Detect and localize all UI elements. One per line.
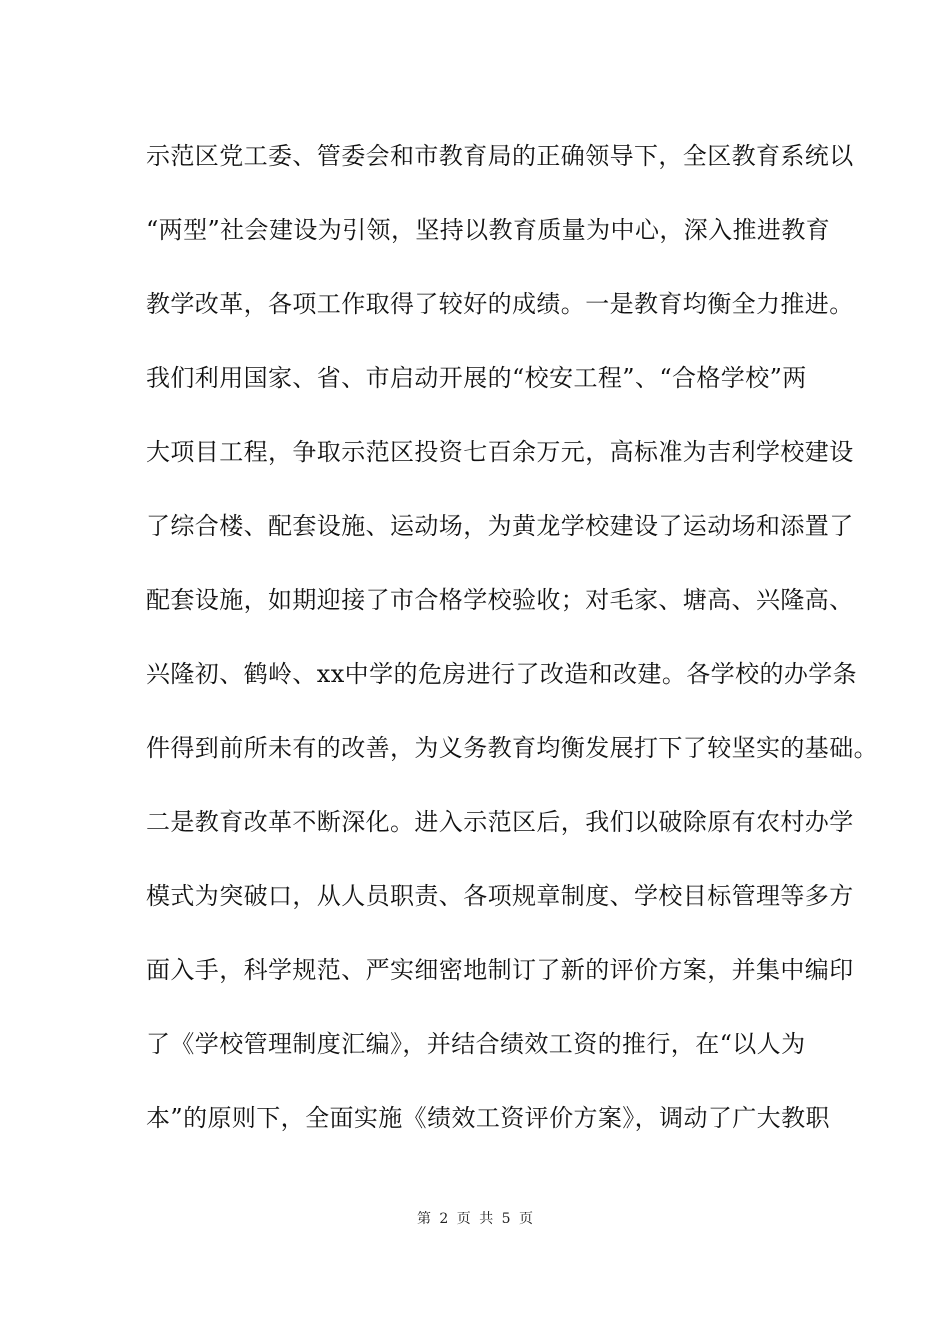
text-line: 教学改革，各项工作取得了较好的成绩。一是教育均衡全力推进。 — [146, 290, 854, 318]
text-line: 模式为突破口，从人员职责、各项规章制度、学校目标管理等多方 — [146, 882, 854, 910]
text-line: 件得到前所未有的改善，为义务教育均衡发展打下了较坚实的基础。 — [146, 734, 878, 762]
text-line: 配套设施，如期迎接了市合格学校验收；对毛家、塘高、兴隆高、 — [146, 586, 854, 614]
text-line: 我们利用国家、省、市启动开展的“校安工程”、“合格学校”两 — [146, 364, 807, 392]
text-line: 面入手，科学规范、严实细密地制订了新的评价方案，并集中编印 — [146, 956, 854, 984]
page-footer — [0, 1208, 950, 1228]
text-line: “两型”社会建设为引领，坚持以教育质量为中心，深入推进教育 — [146, 216, 831, 244]
body-text — [146, 136, 878, 1172]
text-line: 本”的原则下，全面实施《绩效工资评价方案》，调动了广大教职 — [146, 1104, 830, 1132]
text-line: 了综合楼、配套设施、运动场，为黄龙学校建设了运动场和添置了 — [146, 512, 854, 540]
text-line: 二是教育改革不断深化。进入示范区后，我们以破除原有农村办学 — [146, 808, 854, 836]
text-line: 示范区党工委、管委会和市教育局的正确领导下，全区教育系统以 — [146, 142, 854, 170]
text-line: 大项目工程，争取示范区投资七百余万元，高标准为吉利学校建设 — [146, 438, 854, 466]
text-line: 了《学校管理制度汇编》，并结合绩效工资的推行，在“以人为 — [146, 1030, 806, 1058]
text-line: 兴隆初、鹤岭、xx中学的危房进行了改造和改建。各学校的办学条 — [146, 660, 858, 688]
page-number-label: 第 2 页 共 5 页 — [416, 1211, 534, 1227]
